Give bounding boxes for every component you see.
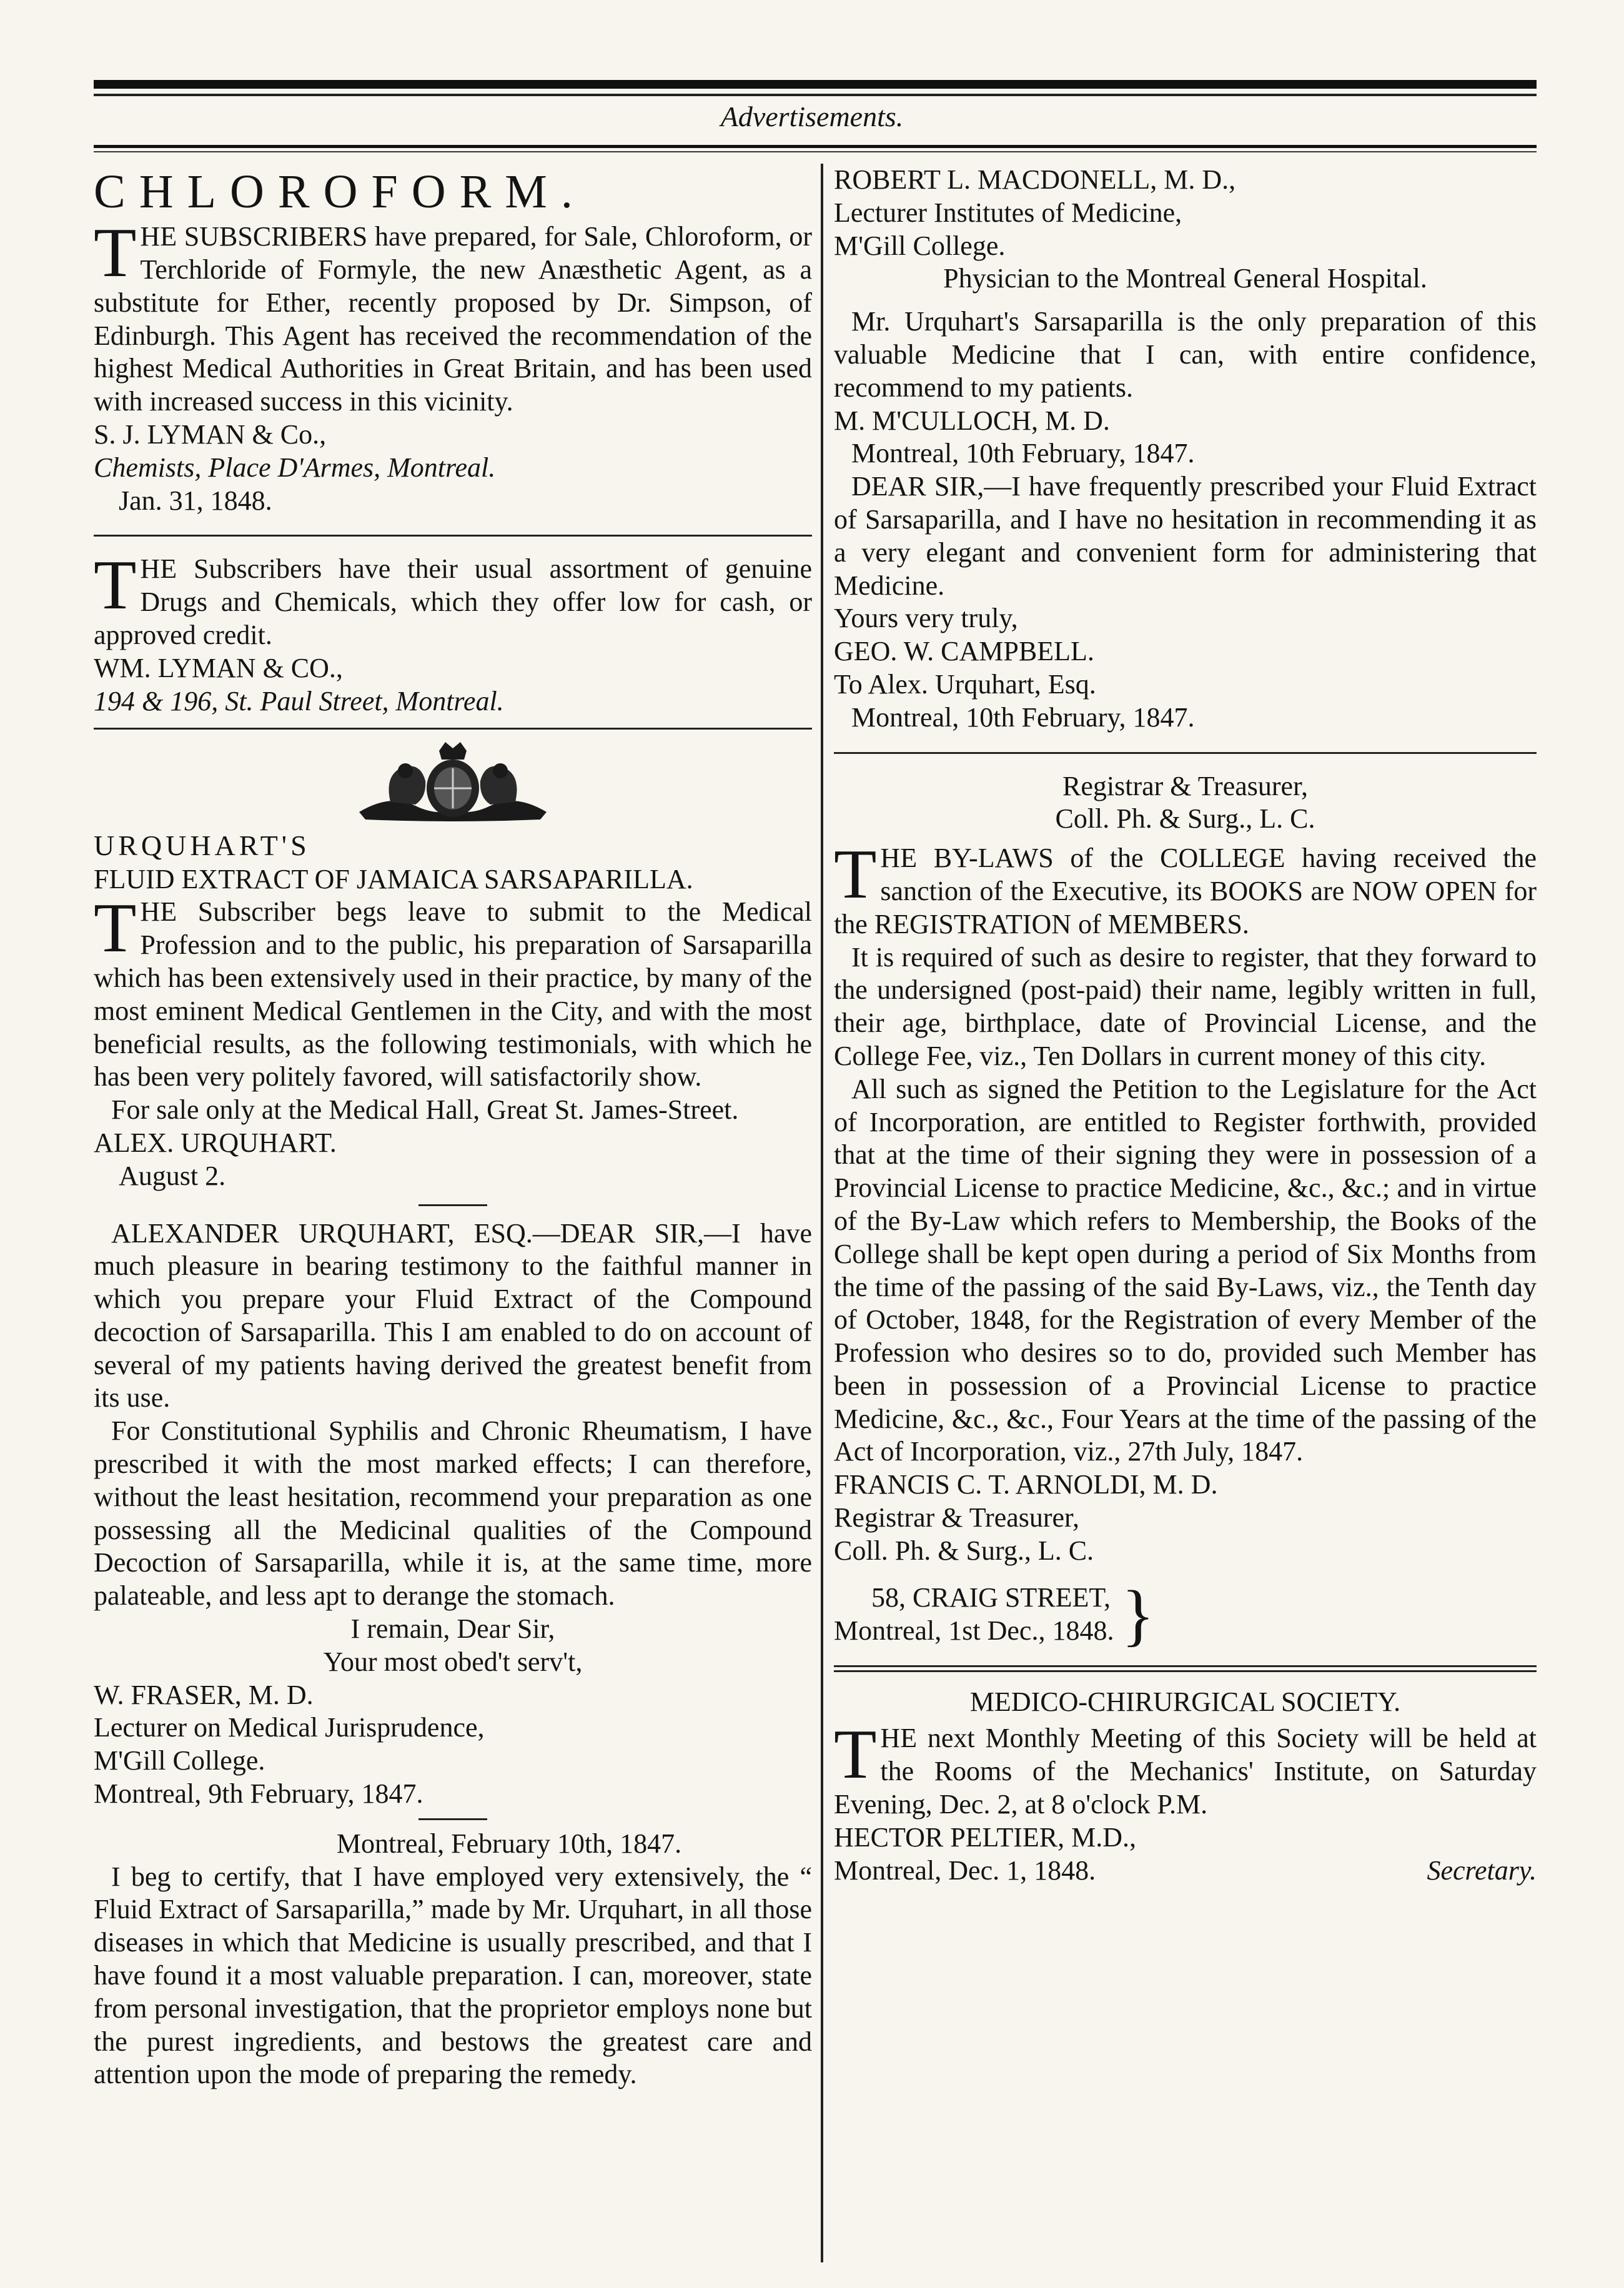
drop-cap: T (834, 1716, 877, 1794)
left-column (94, 164, 812, 2091)
urquhart-title: URQUHART'S (94, 830, 310, 862)
royal-coat-of-arms-icon (353, 737, 553, 825)
section-rule (834, 752, 1537, 754)
college-signer: FRANCIS C. T. ARNOLDI, M. D. (834, 1469, 1218, 1500)
college-para3: All such as signed the Petition to the Legislature for the Act of Incorporation, are entitled to Register forthwith, provided that at the time of their signing they were in possession of a Provincial License to practice Medicine, &c., &c.; and in virtue of the By-Law which refers to Membership, the Books of the College shall be kept open during a period of Six Months from the time of the passing of the said By-Laws, viz., the Tenth day of October, 1848, for the Registration of every Member of the Profession who desires so to do, provided such Member has been in possession of a Provincial License to practice Medicine, &c., &c., Four Years at the time of the passing of the Act of Incorporation, viz., 27th July, 1847. (834, 1073, 1537, 1467)
campbell-close: Yours very truly, (834, 603, 1018, 634)
chloroform-date: Jan. 31, 1848. (119, 485, 272, 516)
society-signer: HECTOR PELTIER, M.D., (834, 1821, 1137, 1853)
college-advert (834, 770, 1537, 1653)
macdonell-signer: ROBERT L. MACDONELL, M. D., (834, 164, 1236, 195)
society-advert (834, 1686, 1537, 1888)
testimonials-continued (834, 164, 1537, 735)
urquhart-sale: For sale only at the Medical Hall, Great St. James-Street. (111, 1094, 739, 1126)
campbell-signer: GEO. W. CAMPBELL. (834, 636, 1094, 667)
fraser-close2: Your most obed't serv't, (323, 1646, 583, 1677)
running-head: Advertisements. (720, 101, 904, 132)
spacer (834, 295, 1537, 305)
urquhart-signer: ALEX. URQUHART. (94, 1127, 337, 1158)
header-rule-thin (94, 151, 1537, 152)
fraser-signer: W. FRASER, M. D. (94, 1679, 314, 1710)
campbell-date: Montreal, 10th February, 1847. (851, 701, 1195, 733)
college-body: THE BY-LAWS of the COLLEGE having received the sanction of the Executive, its BOOKS are NOW OPEN for the REGISTRATION of MEMBERS. (834, 836, 1537, 939)
society-footer (834, 1855, 1537, 1888)
macdonell-date: Montreal, February 10th, 1847. (336, 1828, 682, 1859)
fraser-title2: M'Gill College. (94, 1745, 265, 1776)
college-para2: It is required of such as desire to register, that they forward to the undersigned (post-paid) their name, legibly written in full, their age, birthplace, date of Provincial License, and the College Fee, viz., Ten Dollars in current money of this city. (834, 941, 1537, 1071)
college-title: Registrar & Treasurer, (1062, 770, 1308, 801)
header-rule (94, 145, 1537, 148)
chloroform-advert (94, 164, 812, 517)
urquhart-body: THE Subscriber begs leave to submit to the Medical Profession and to the public, his preparation of Sarsaparilla which has been extensively used in their practice, by many of the most eminent Medical Gentlemen in the City, and with the most beneficial results, as the following testimonials, with which he has been very politely favored, will satisfactorily show. (94, 889, 812, 1092)
section-rule (94, 535, 812, 537)
mcculloch-date: Montreal, 10th February, 1847. (851, 438, 1195, 469)
drugs-signer: WM. LYMAN & CO., (94, 652, 343, 683)
fraser-para2: For Constitutional Syphilis and Chronic Rheumatism, I have prescribed it with the most marked effects; I can therefore, without the least hesitation, recommend your preparation as one possessing all the Medicinal qualities of the Compound Decoction of Sarsaparilla, while it is, at the same time, more palateable, and less apt to derange the stomach. (94, 1415, 812, 1612)
right-column (834, 164, 1537, 1887)
college-subtitle: Coll. Ph. & Surg., L. C. (1055, 803, 1315, 834)
college-address-street: 58, CRAIG STREET, (871, 1582, 1111, 1613)
fraser-close1: I remain, Dear Sir, (350, 1613, 555, 1645)
brace: } (1121, 1576, 1155, 1653)
urquhart-advert (94, 737, 812, 2091)
society-title: MEDICO-CHIRURGICAL SOCIETY. (969, 1686, 1401, 1717)
college-title2: Coll. Ph. & Surg., L. C. (834, 1535, 1094, 1566)
society-date: Montreal, Dec. 1, 1848. (834, 1855, 1096, 1886)
college-address-lines (834, 1582, 1114, 1648)
campbell-to: To Alex. Urquhart, Esq. (834, 668, 1096, 700)
fraser-title1: Lecturer on Medical Jurisprudence, (94, 1712, 485, 1743)
top-thin-rule (94, 94, 1537, 96)
campbell-letter: DEAR SIR,—I have frequently prescribed your Fluid Extract of Sarsaparilla, and I have no hesitation in recommending it as a very elegant and convenient form for administering that Medicine. (834, 471, 1537, 601)
macdonell-title2: M'Gill College. (834, 230, 1006, 261)
fraser-letter: ALEXANDER URQUHART, ESQ.—DEAR SIR,—I have much pleasure in bearing testimony to the faithful manner in which you prepare your Fluid Extract of the Compound decoction of Sarsaparilla. This I am enabled to do on account of several of my patients having derived the greatest benefit from its use. (94, 1217, 812, 1414)
college-address (834, 1576, 1537, 1653)
drop-cap: T (94, 889, 137, 968)
chloroform-title: CHLOROFORM. (94, 166, 587, 218)
drugs-advert (94, 547, 812, 718)
macdonell-title3: Physician to the Montreal General Hospital. (943, 263, 1427, 294)
section-rule (94, 728, 812, 730)
drop-cap: T (834, 836, 877, 914)
drop-cap: T (94, 547, 137, 625)
top-heavy-rule (94, 80, 1537, 89)
chloroform-signer: S. J. LYMAN & Co., (94, 418, 327, 450)
chloroform-signer-address: Chemists, Place D'Armes, Montreal. (94, 452, 496, 483)
society-body: THE next Monthly Meeting of this Society will be held at the Rooms of the Mechanics' Institute, on Saturday Evening, Dec. 2, at 8 o'clock P.M. (834, 1716, 1537, 1820)
macdonell-title1: Lecturer Institutes of Medicine, (834, 197, 1182, 228)
macdonell-letter: I beg to certify, that I have employed very extensively, the “ Fluid Extract of Sarsaparilla,” made by Mr. Urquhart, in all those diseases in which that Medicine is usually prescribed, and that I have found it a most valuable preparation. I can, moreover, state from personal investigation, that the proprietor employs none but the purest ingredients, and bestows the greatest care and attention upon the mode of preparing the remedy. (94, 1861, 812, 2090)
urquhart-subtitle: FLUID EXTRACT OF JAMAICA SARSAPARILLA. (94, 863, 693, 894)
mcculloch-signer: M. M'CULLOCH, M. D. (834, 405, 1110, 436)
college-address-date: Montreal, 1st Dec., 1848. (834, 1615, 1114, 1646)
drop-cap: T (94, 214, 137, 292)
column-divider (821, 164, 823, 2262)
mcculloch-letter: Mr. Urquhart's Sarsaparilla is the only preparation of this valuable Medicine that I can, with entire confidence, recommend to my patients. (834, 306, 1537, 403)
short-rule (418, 1818, 487, 1820)
short-rule (418, 1204, 487, 1206)
section-double-rule (834, 1665, 1537, 1667)
college-title1: Registrar & Treasurer, (834, 1502, 1079, 1533)
fraser-date: Montreal, 9th February, 1847. (94, 1778, 423, 1810)
drugs-signer-address: 194 & 196, St. Paul Street, Montreal. (94, 685, 504, 716)
drugs-body: THE Subscribers have their usual assortment of genuine Drugs and Chemicals, which they offer low for cash, or approved credit. (94, 547, 812, 650)
urquhart-date: August 2. (119, 1160, 226, 1191)
chloroform-body: THE SUBSCRIBERS have prepared, for Sale, Chloroform, or Terchloride of Formyle, the new Anæsthetic Agent, as a substitute for Ether, recently proposed by Dr. Simpson, of Edinburgh. This Agent has received the recommendation of the highest Medical Authorities in Great Britain, and has been used with increased success in this vicinity. (94, 214, 812, 417)
society-role: Secretary. (1427, 1855, 1537, 1886)
